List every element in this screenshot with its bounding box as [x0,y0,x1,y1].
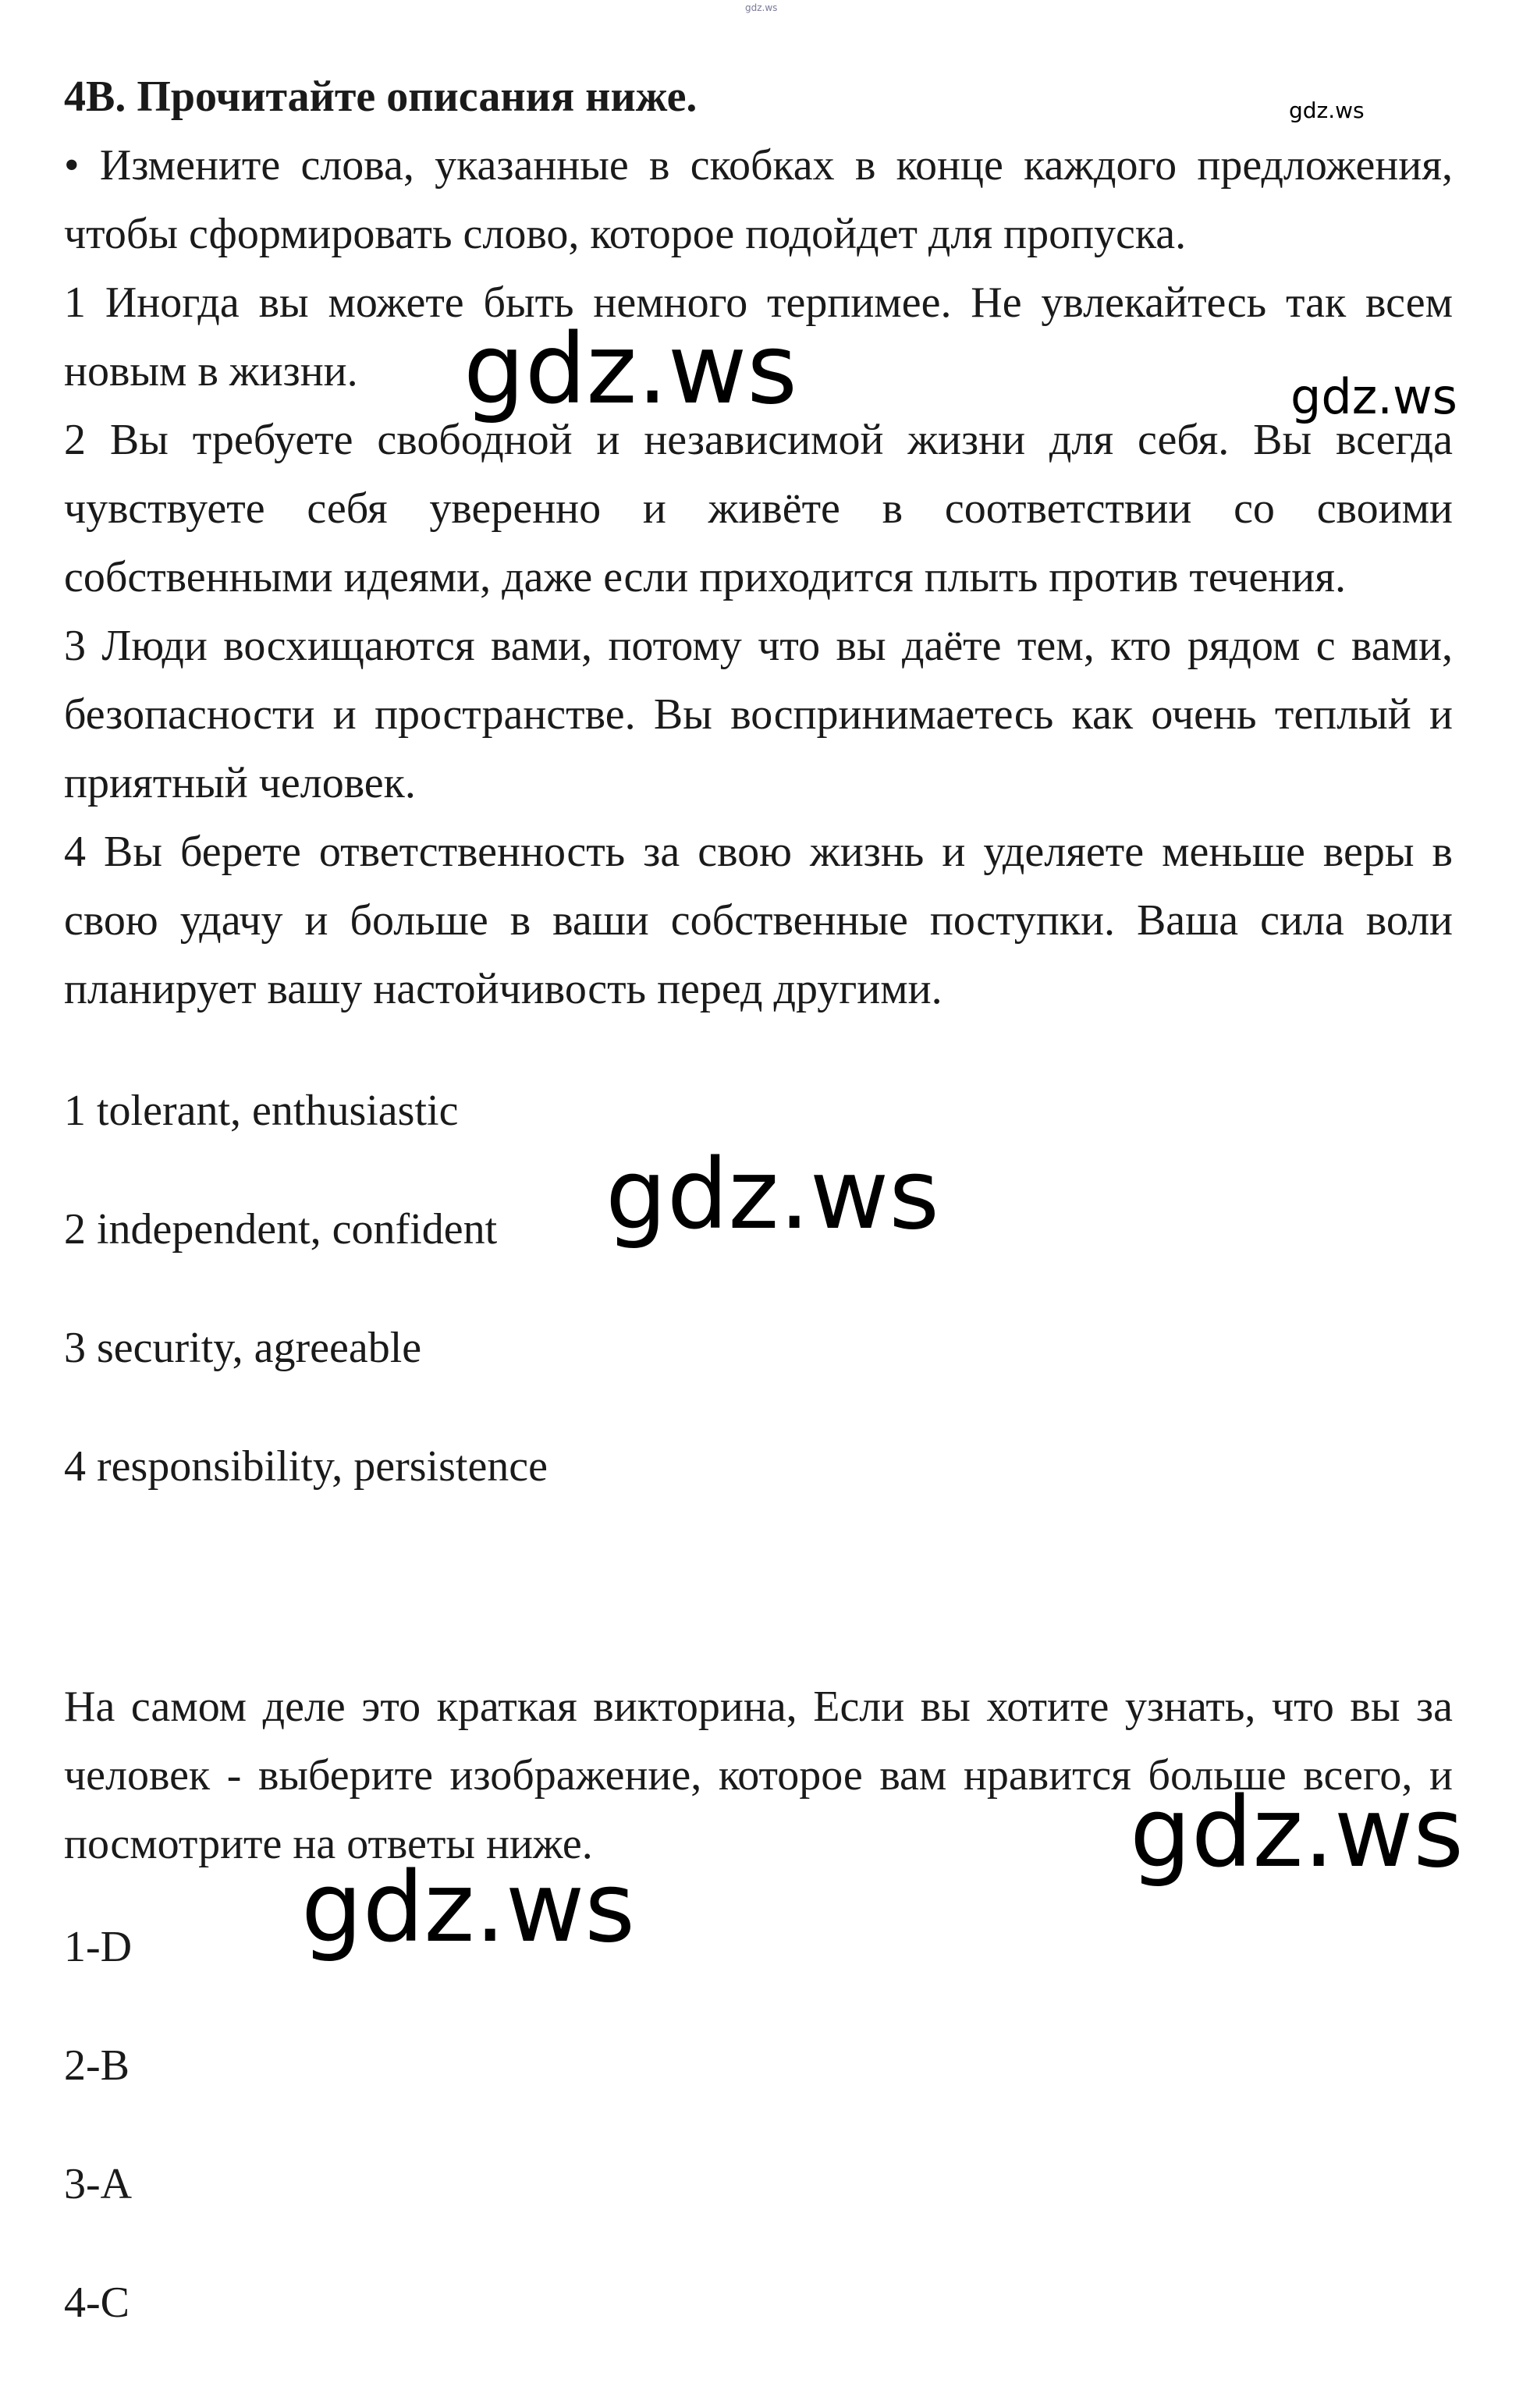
match-3: 3-A [64,2160,133,2208]
answer-3: 3 security, agreeable [64,1324,422,1372]
instruction-text: • Измените слова, указанные в скобках в конце каждого предложения, чтобы сформировать слово, которое подойдет для пропуска. [64,141,1453,258]
watermark-small: gdz.ws [1289,98,1365,123]
paragraph-1: 1 Иногда вы можете быть немного терпимее. Не увлекайтесь так всем новым в жизни. [64,278,1453,395]
answer-2: 2 independent, confident [64,1205,498,1254]
answer-1: 1 tolerant, enthusiastic [64,1087,459,1135]
watermark-large: gdz.ws [1130,1777,1464,1889]
watermark-tiny: gdz.ws [745,2,778,13]
quiz-text: На самом деле это краткая викторина, Если вы хотите узнать, что вы за человек - выберите изображение, которое вам нравится больше всего, и посмотрите на ответы ниже. [64,1683,1453,1868]
watermark-large: gdz.ws [463,314,797,426]
paragraph-4: 4 Вы берете ответственность за свою жизнь и уделяете меньше веры в свою удачу и больше в ваши собственные поступки. Ваша сила воли планирует вашу настойчивость перед другими. [64,828,1453,1013]
match-1: 1-D [64,1923,133,1971]
watermark-medium: gdz.ws [1290,368,1457,425]
watermark-large: gdz.ws [605,1139,939,1251]
paragraph-3: 3 Люди восхищаются вами, потому что вы даёте тем, кто рядом с вами, безопасности и пространстве. Вы воспринимаетесь как очень теплый и приятный человек. [64,622,1453,807]
match-2: 2-B [64,2041,130,2090]
paragraph-2: 2 Вы требуете свободной и независимой жизни для себя. Вы всегда чувствуете себя уверенно и живёте в соответствии со своими собственными идеями, даже если приходится плыть против течения. [64,416,1453,601]
exercise-heading: 4B. Прочитайте описания ниже. [64,73,698,121]
match-4: 4-C [64,2279,130,2327]
watermark-large: gdz.ws [301,1852,635,1964]
answer-4: 4 responsibility, persistence [64,1442,548,1491]
